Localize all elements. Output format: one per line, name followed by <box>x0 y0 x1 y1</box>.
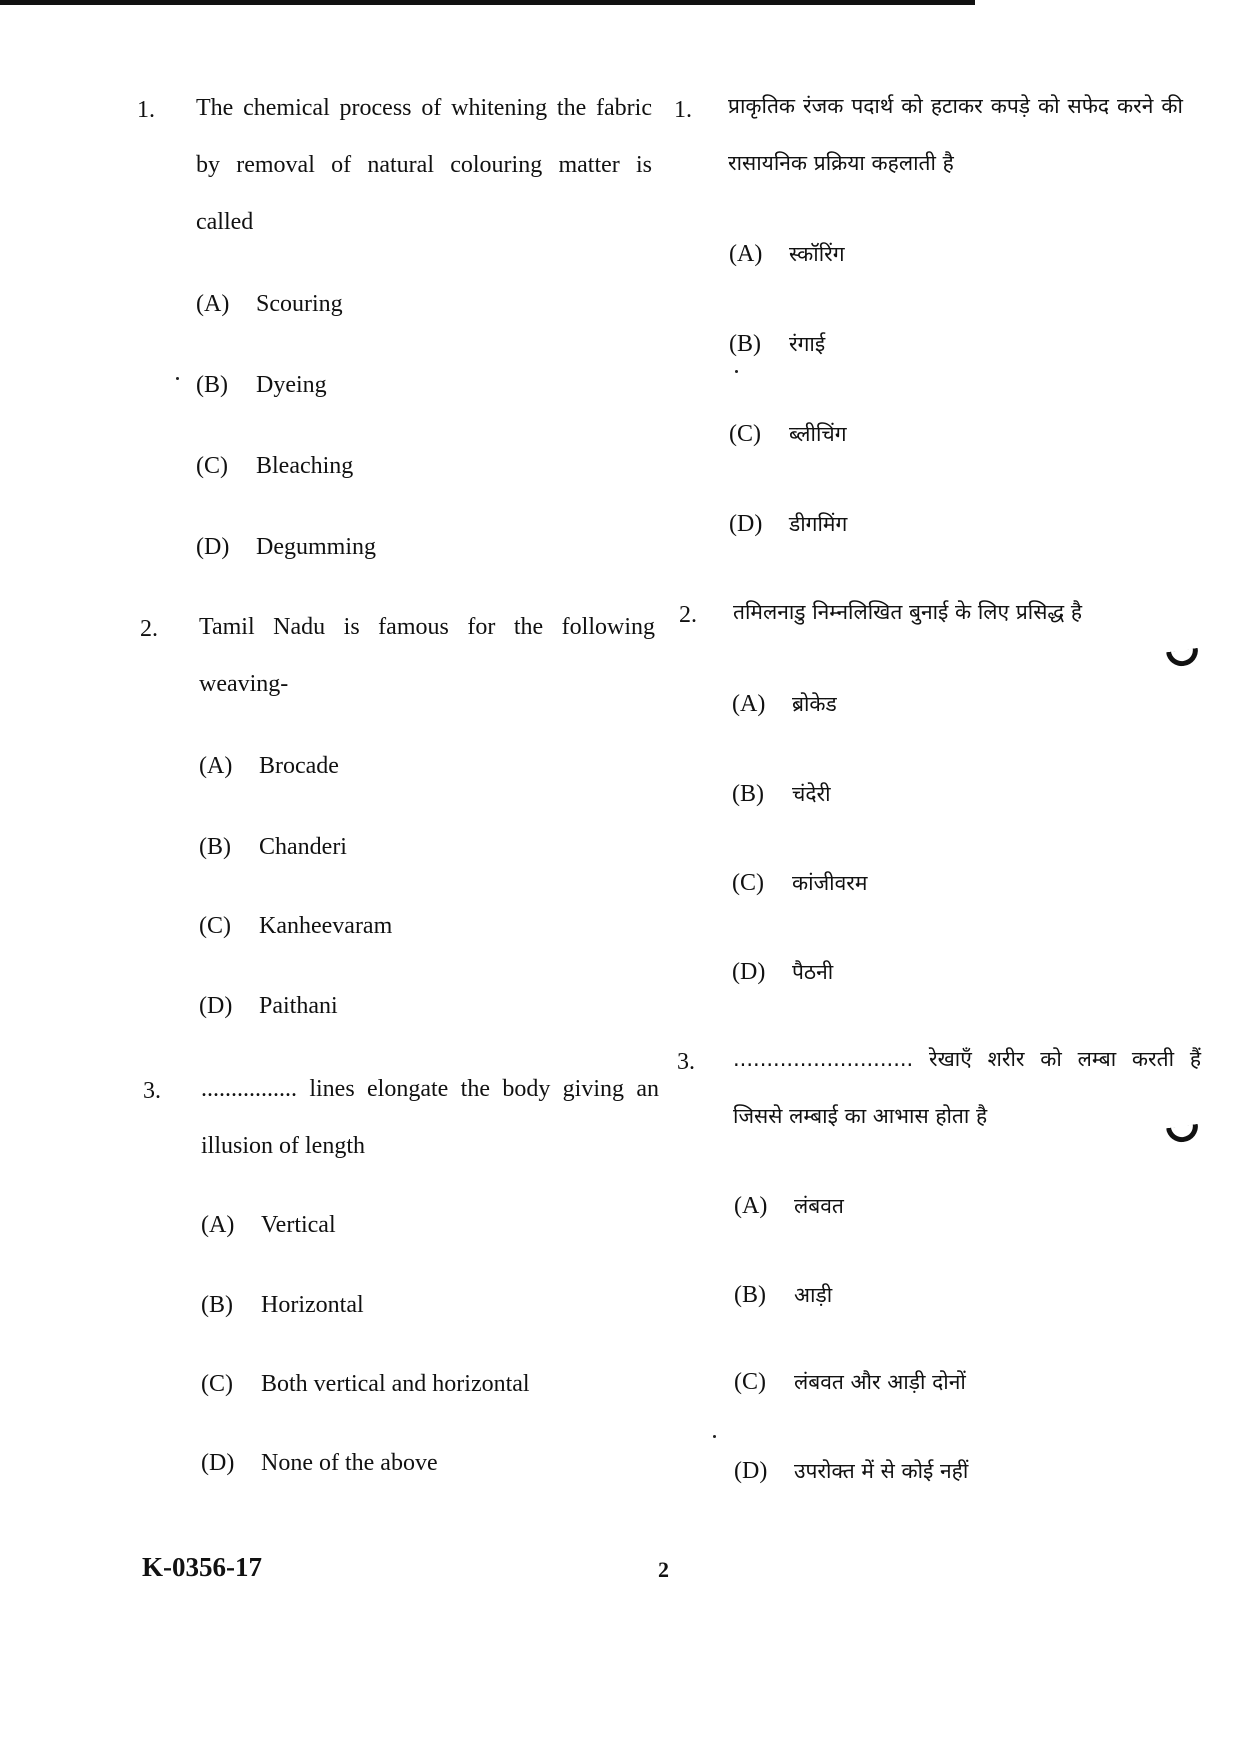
option-letter: (B) <box>734 1282 766 1308</box>
option-text: Paithani <box>259 993 338 1019</box>
option-text: Chanderi <box>259 834 347 860</box>
question-number: 2. <box>140 616 158 642</box>
option-letter: (D) <box>201 1450 235 1476</box>
option-letter: (A) <box>199 753 233 779</box>
question-number: 3. <box>143 1078 161 1104</box>
option-text: Kanheevaram <box>259 913 393 939</box>
option-text: कांजीवरम <box>792 871 868 895</box>
option-a <box>732 690 837 718</box>
option-text: Dyeing <box>256 372 327 398</box>
option-letter: (B) <box>732 781 764 807</box>
option-text: लंबवत <box>794 1194 844 1218</box>
option-b <box>734 1281 832 1309</box>
option-text: Bleaching <box>256 453 354 479</box>
option-letter: (B) <box>201 1292 233 1318</box>
option-text: चंदेरी <box>792 782 831 806</box>
option-text: Brocade <box>259 753 339 779</box>
option-a <box>734 1192 844 1220</box>
option-letter: (A) <box>196 291 230 317</box>
option-text: डीगमिंग <box>789 512 848 536</box>
option-text: Both vertical and horizontal <box>261 1371 530 1397</box>
option-d <box>732 958 833 986</box>
option-text: Horizontal <box>261 1292 364 1318</box>
option-letter: (A) <box>734 1193 768 1219</box>
option-letter: (B) <box>729 331 761 357</box>
option-a <box>201 1212 336 1239</box>
question-number: 3. <box>677 1049 695 1075</box>
option-a <box>199 753 339 780</box>
option-letter: (A) <box>732 691 766 717</box>
option-letter: (D) <box>734 1458 768 1484</box>
option-letter: (A) <box>201 1212 235 1238</box>
question-text: तमिलनाडु निम्नलिखित बुनाई के लिए प्रसिद्ध है <box>733 600 1083 624</box>
option-letter: (C) <box>201 1371 233 1397</box>
option-letter: (C) <box>199 913 231 939</box>
option-b <box>201 1292 364 1319</box>
question-text: ................ lines elongate the body giving an illusion of length <box>201 1076 659 1159</box>
option-a <box>729 240 845 268</box>
option-text: उपरोक्त में से कोई नहीं <box>794 1459 969 1483</box>
option-letter: (B) <box>196 372 228 398</box>
option-c <box>196 453 353 480</box>
tick-mark-icon <box>1166 648 1200 668</box>
option-letter: (D) <box>732 959 766 985</box>
option-text: None of the above <box>261 1450 438 1476</box>
option-letter: (C) <box>196 453 228 479</box>
option-letter: (A) <box>729 241 763 267</box>
option-text: Scouring <box>256 291 343 317</box>
option-text: Vertical <box>261 1212 336 1238</box>
option-d <box>734 1457 968 1485</box>
option-d <box>196 534 376 561</box>
option-text: ब्रोकेड <box>792 692 837 716</box>
option-letter: (C) <box>732 870 764 896</box>
paper-code: K-0356-17 <box>142 1552 262 1582</box>
option-b <box>732 780 831 808</box>
option-letter: (B) <box>199 834 231 860</box>
option-c <box>729 420 847 448</box>
option-b <box>729 330 825 358</box>
option-letter: (D) <box>196 534 230 560</box>
option-letter: (D) <box>729 511 763 537</box>
option-c <box>732 869 867 897</box>
option-letter: (C) <box>729 421 761 447</box>
question-number: 2. <box>679 602 697 628</box>
option-c <box>734 1368 966 1396</box>
option-letter: (D) <box>199 993 233 1019</box>
option-text: आड़ी <box>794 1283 833 1307</box>
option-text: स्कॉरिंग <box>789 242 845 266</box>
question-text: The chemical process of whitening the fabric by removal of natural colouring matter is called <box>196 95 652 235</box>
option-b <box>196 372 327 399</box>
option-c <box>201 1371 530 1398</box>
option-c <box>199 913 392 940</box>
option-text: Degumming <box>256 534 376 560</box>
scan-speck <box>735 370 738 373</box>
option-letter: (C) <box>734 1369 766 1395</box>
question-text: Tamil Nadu is famous for the following weaving- <box>199 614 655 697</box>
question-text: ........................... रेखाएँ शरीर को लम्बा करती हैं जिससे लम्बाई का आभास होता है <box>733 1047 1201 1128</box>
option-d <box>729 510 847 538</box>
option-d <box>199 993 338 1020</box>
scan-speck <box>176 377 179 380</box>
option-text: रंगाई <box>789 332 826 356</box>
page-number: 2 <box>658 1557 669 1582</box>
option-b <box>199 834 347 861</box>
top-rule <box>0 0 975 5</box>
question-number: 1. <box>674 97 692 123</box>
option-text: पैठनी <box>792 960 834 984</box>
option-text: ब्लीचिंग <box>789 422 847 446</box>
option-text: लंबवत और आड़ी दोनों <box>794 1370 966 1394</box>
question-number: 1. <box>137 97 155 123</box>
scan-speck <box>713 1435 716 1438</box>
question-text: प्राकृतिक रंजक पदार्थ को हटाकर कपड़े को सफेद करने की रासायनिक प्रक्रिया कहलाती है <box>728 94 1183 175</box>
option-a <box>196 291 343 318</box>
option-d <box>201 1450 438 1477</box>
